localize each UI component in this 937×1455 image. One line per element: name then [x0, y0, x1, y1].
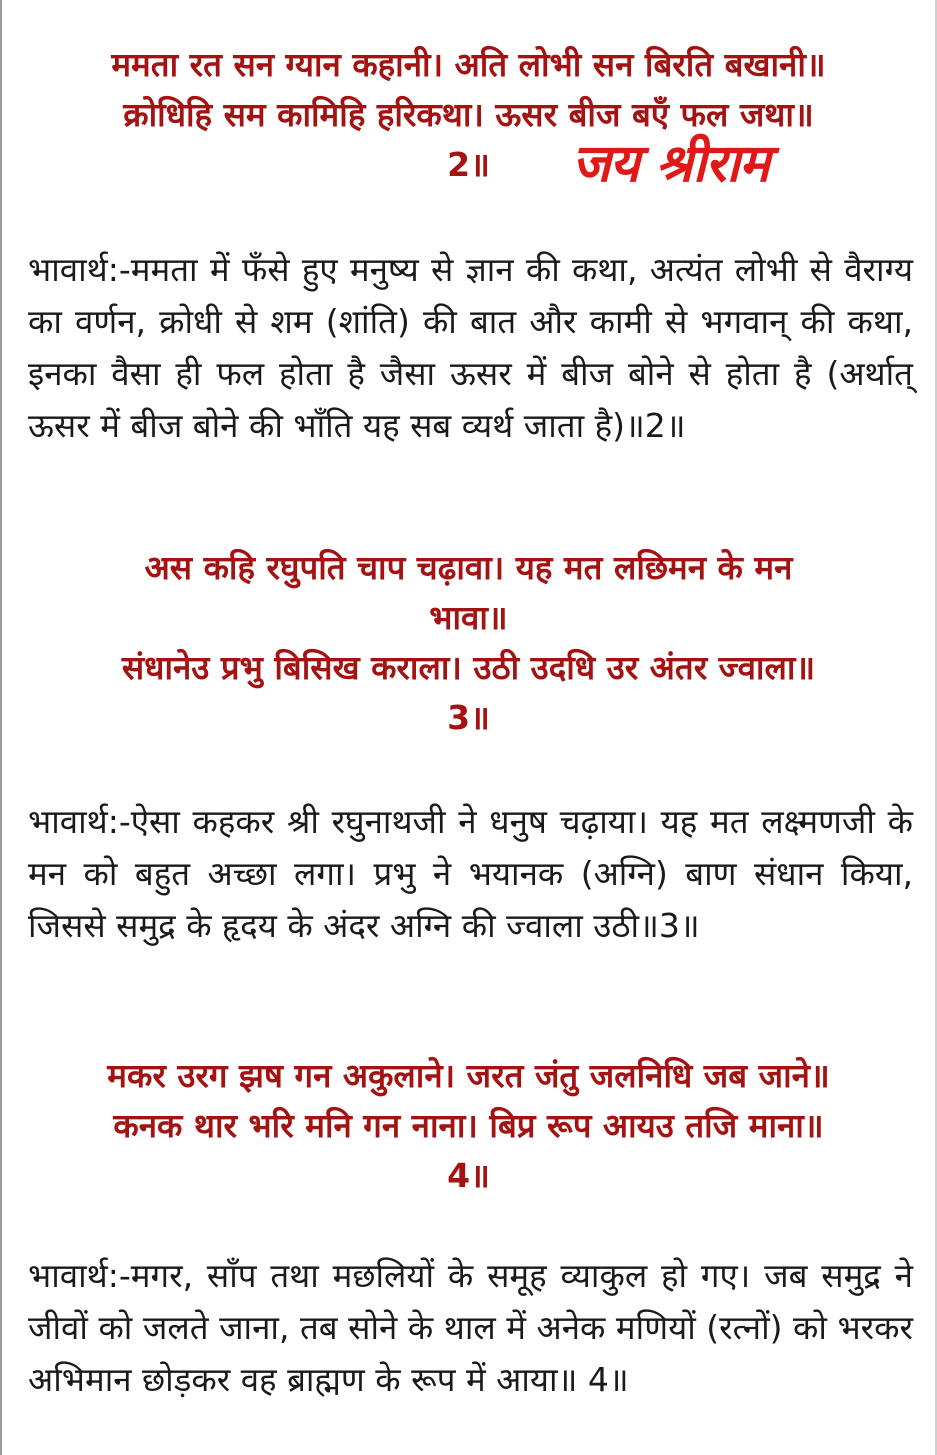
verse-number: 3॥ — [447, 698, 490, 737]
meaning-paragraph-2: भावार्थ:-ममता में फँसे हुए मनुष्य से ज्ञान की कथा, अत्यंत लोभी से वैराग्य का वर्णन, क्रोधी से शम (शांति) की बात और कामी से भगवान्‌ की कथा, इनका वैसा ही फल होता है जैसा ऊसर में बीज बोने से होता है (अर्थात्‌ ऊसर में बीज बोने की भाँति यह सब व्यर्थ जाता है)॥2॥ — [28, 250, 913, 445]
verse-line: ममता रत सन ग्यान कहानी। अति लोभी सन बिरति बखानी॥ — [111, 45, 826, 84]
verse-line: भावा॥ — [429, 598, 508, 637]
meaning-paragraph-4: भावार्थ:-मगर, साँप तथा मछलियों के समूह व्याकुल हो गए। जब समुद्र ने जीवों को जलते जाना, तब सोने के थाल में अनेक मणियों (रत्नों) को भरकर अभिमान छोड़कर वह ब्राह्मण के रूप में आया॥ 4॥ — [28, 1256, 913, 1399]
verse-line: मकर उरग झष गन अकुलाने। जरत जंतु जलनिधि जब जाने॥ — [107, 1056, 830, 1095]
verse-block-3 — [20, 543, 917, 743]
verse-block-4 — [20, 1051, 917, 1201]
verse-number: 4॥ — [447, 1156, 490, 1195]
verse-line: कनक थार भरि मनि गन नाना। बिप्र रूप आयउ तजि माना॥ — [113, 1106, 824, 1145]
verse-line: क्रोधिहि सम कामिहि हरिकथा। ऊसर बीज बएँ फल जथा॥ — [123, 95, 814, 134]
verse-line: अस कहि रघुपति चाप चढ़ावा। यह मत लछिमन के मन — [144, 548, 793, 587]
verse-block-2 — [20, 40, 917, 194]
verse-number-row — [20, 134, 917, 194]
meaning-paragraph-3: भावार्थ:-ऐसा कहकर श्री रघुनाथजी ने धनुष चढ़ाया। यह मत लक्ष्मणजी के मन को बहुत अच्छा लगा। प्रभु ने भयानक (अग्नि) बाण संधान किया, जिससे समुद्र के हृदय के अंदर अग्नि की ज्वाला उठी॥3॥ — [28, 802, 913, 945]
verse-line: संधानेउ प्रभु बिसिख कराला। उठी उदधि उर अंतर ज्वाला॥ — [121, 648, 816, 687]
jai-shriram-stamp: जय श्रीराम — [572, 134, 769, 194]
verse-number: 2॥ — [447, 145, 490, 184]
